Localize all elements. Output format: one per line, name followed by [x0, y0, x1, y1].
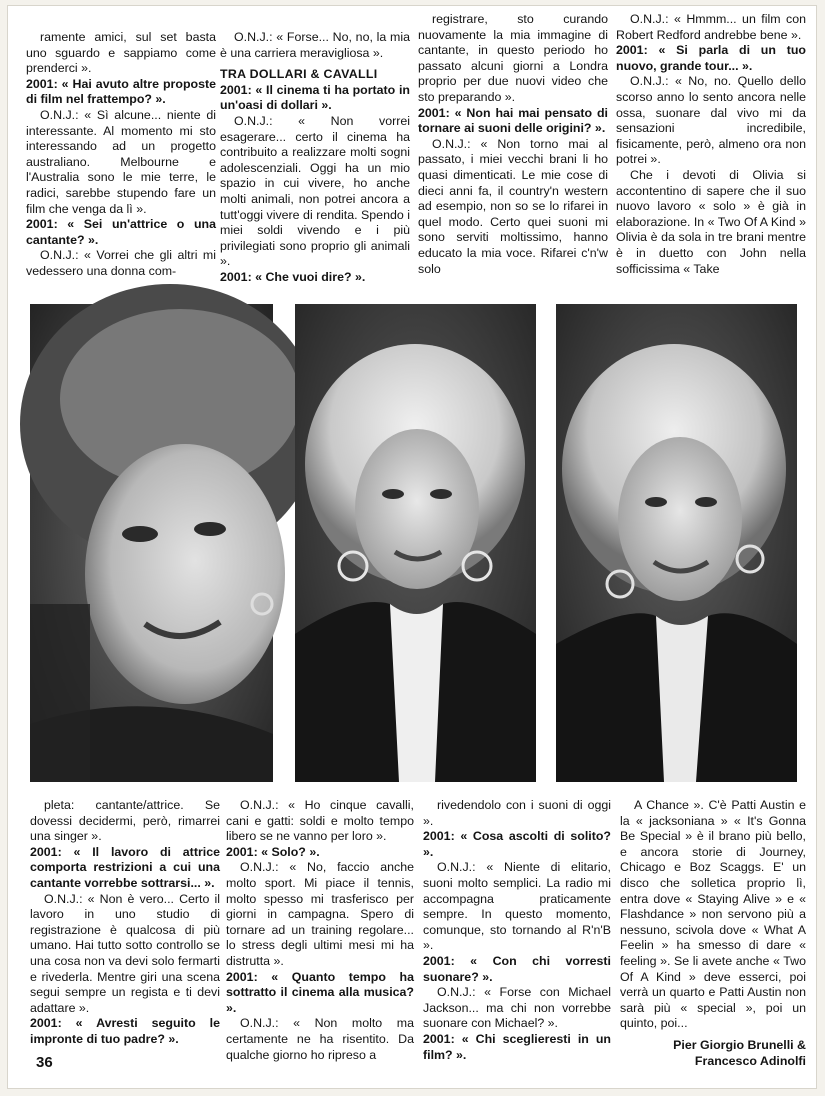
- paragraph: pleta: cantante/attrice. Se dovessi decidermi, però, rimarrei una singer ».: [30, 798, 220, 844]
- paragraph: O.N.J.: « Non vorrei esagerare... certo il cinema ha contribuito a realizzare molti sogni adolescenziali. Oggi ha un mio spazio in cui vivere, ho anche molti animali, non potrei ancora a tutt'oggi vivere di rendita. Spendo i miei soldi vivendo e i più privilegiati sono proprio gli animali ».: [220, 113, 410, 269]
- top-column-2: [220, 30, 410, 286]
- photo-portrait-center: [295, 304, 536, 782]
- page-number: 36: [36, 1054, 53, 1071]
- interview-question: 2001: « Il cinema ti ha portato in un'oasi di dollari ».: [220, 82, 410, 113]
- top-column-4: [616, 12, 806, 286]
- interview-question: 2001: « Che vuoi dire? ».: [220, 269, 366, 284]
- paragraph: ramente amici, sul set basta uno sguardo e sappiamo come prenderci ».: [26, 30, 216, 76]
- bottom-column-2: [226, 798, 414, 1062]
- paragraph: A Chance ». C'è Patti Austin e la « jacksoniana » « It's Gonna Be Special » è il brano più bello, e ancora storie di Journey, Chicago e Boz Scaggs. E' un disco che solletica proprio lì, entra dove « Staying Alive » e « Flashdance » non servono più a nessuno, scivola dove « What A Feelin » ha smesso di dare « feeling ». Se li avete anche « Two Of A Kind » deve esserci, poi verrà un quarto e Patti Austin non sarà più « special », poi un quinto, poi...: [620, 798, 806, 1031]
- photo-portrait-right: [556, 304, 797, 782]
- bottom-column-3: [423, 798, 611, 1062]
- interview-question: 2001: « Sei un'attrice o una cantante? ».: [26, 217, 216, 247]
- magazine-page: [8, 6, 816, 1088]
- section-subheading: TRA DOLLARI & CAVALLI: [220, 67, 378, 82]
- bottom-column-1: [30, 798, 220, 1048]
- interview-question: 2001: « Solo? ».: [226, 844, 320, 859]
- paragraph: Che i devoti di Olivia si accontentino di sapere che il suo nuovo lavoro « solo » è già in elaborazione. In « Two Of A Kind » Olivia è da sola in tre brani mentre è in duetto con John nella sofficissima « Take: [616, 167, 806, 276]
- paragraph: O.N.J.: « No, faccio anche molto sport. Mi piace il tennis, molto spesso mi trasferisco per giorni in campagna. Spero di tornare ad un training regolare... lo stress degli ultimi mesi mi ha distrutta ».: [226, 860, 414, 968]
- author-credit: Pier Giorgio Brunelli & Francesco Adinolfi: [673, 1037, 806, 1068]
- interview-question: 2001: « Avresti seguito le impronte di tuo padre? ».: [30, 1016, 220, 1046]
- paragraph: O.N.J.: « Ho cinque cavalli, cani e gatti: soldi e molto tempo libero se ne vanno per loro ».: [226, 798, 414, 844]
- paragraph: rivedendolo con i suoni di oggi ».: [423, 798, 611, 828]
- paragraph: O.N.J.: « Sì alcune... niente di interessante. Al momento mi sto interessando ad un progetto australiano. Melbourne e l'Australia sono le mie terre, le radici, sarebbe stupendo fare un film che venga da lì ».: [26, 107, 216, 216]
- interview-question: 2001: « Chi sceglieresti in un film? ».: [423, 1031, 611, 1062]
- interview-question: 2001: « Hai avuto altre proposte di film nel frattempo? ».: [26, 76, 216, 107]
- paragraph: O.N.J.: « Non torno mai al passato, i miei vecchi brani li ho quasi dimenticati. Le mie cose di dieci anni fa, il country'n western ad esempio, non so se lo rifarei in quel modo. Certo quei suoni mi sono serviti moltissimo, hanno educato la mia voce. Rifarei c'n'w solo: [418, 136, 608, 276]
- paragraph: O.N.J.: « No, no. Quello dello scorso anno lo sento ancora nelle ossa, suonare dal vivo mi da sensazioni incredibile, fisicamente, però, almeno ora non potrei ».: [616, 74, 806, 167]
- top-column-1: [26, 30, 216, 286]
- interview-question: 2001: « Il lavoro di attrice comporta restrizioni a cui una cantante vorrebbe sottrarsi... ».: [30, 844, 220, 890]
- paragraph: O.N.J.: « Hmmm... un film con Robert Redford andrebbe bene ».: [616, 12, 806, 42]
- interview-question: 2001: « Cosa ascolti di solito? ».: [423, 829, 611, 859]
- paragraph: O.N.J.: « Non molto ma certamente ne ha risentito. Da qualche giorno ho ripreso a: [226, 1016, 414, 1062]
- paragraph: O.N.J.: « Vorrei che gli altri mi vedessero una donna com-: [26, 248, 216, 278]
- interview-question: 2001: « Con chi vorresti suonare? ».: [423, 953, 611, 984]
- paragraph: registrare, sto curando nuovamente la mia immagine di cantante, in questo periodo ho passato alcuni giorni a Londra proprio per due nuovi video che sto preparando ».: [418, 12, 608, 104]
- photo-closeup-left: [30, 304, 273, 782]
- paragraph: O.N.J.: « Forse con Michael Jackson... ma chi non vorrebbe suonare con Michael? ».: [423, 985, 611, 1031]
- interview-question: 2001: « Quanto tempo ha sottratto il cinema alla musica? ».: [226, 969, 414, 1015]
- interview-question: 2001: « Non hai mai pensato di tornare ai suoni delle origini? ».: [418, 105, 608, 136]
- paragraph: O.N.J.: « Forse... No, no, la mia è una carriera meravigliosa ».: [220, 30, 410, 60]
- paragraph: O.N.J.: « Niente di elitario, suoni molto semplici. La radio mi accompagna praticamente sempre. In questo momento, comunque, sto tornando al R'n'B ».: [423, 860, 611, 953]
- top-column-3: [418, 12, 608, 286]
- interview-question: 2001: « Si parla di un tuo nuovo, grande tour... ».: [616, 43, 806, 73]
- bottom-column-4: [620, 798, 806, 1068]
- paragraph: O.N.J.: « Non è vero... Certo il lavoro in uno studio di registrazione è qualcosa di più umano. Hai tutto sotto controllo se una cosa non va devi solo fermarti e rivederla. Mentre giri una scena segui sempre un regista e ti devi adattare ».: [30, 891, 220, 1015]
